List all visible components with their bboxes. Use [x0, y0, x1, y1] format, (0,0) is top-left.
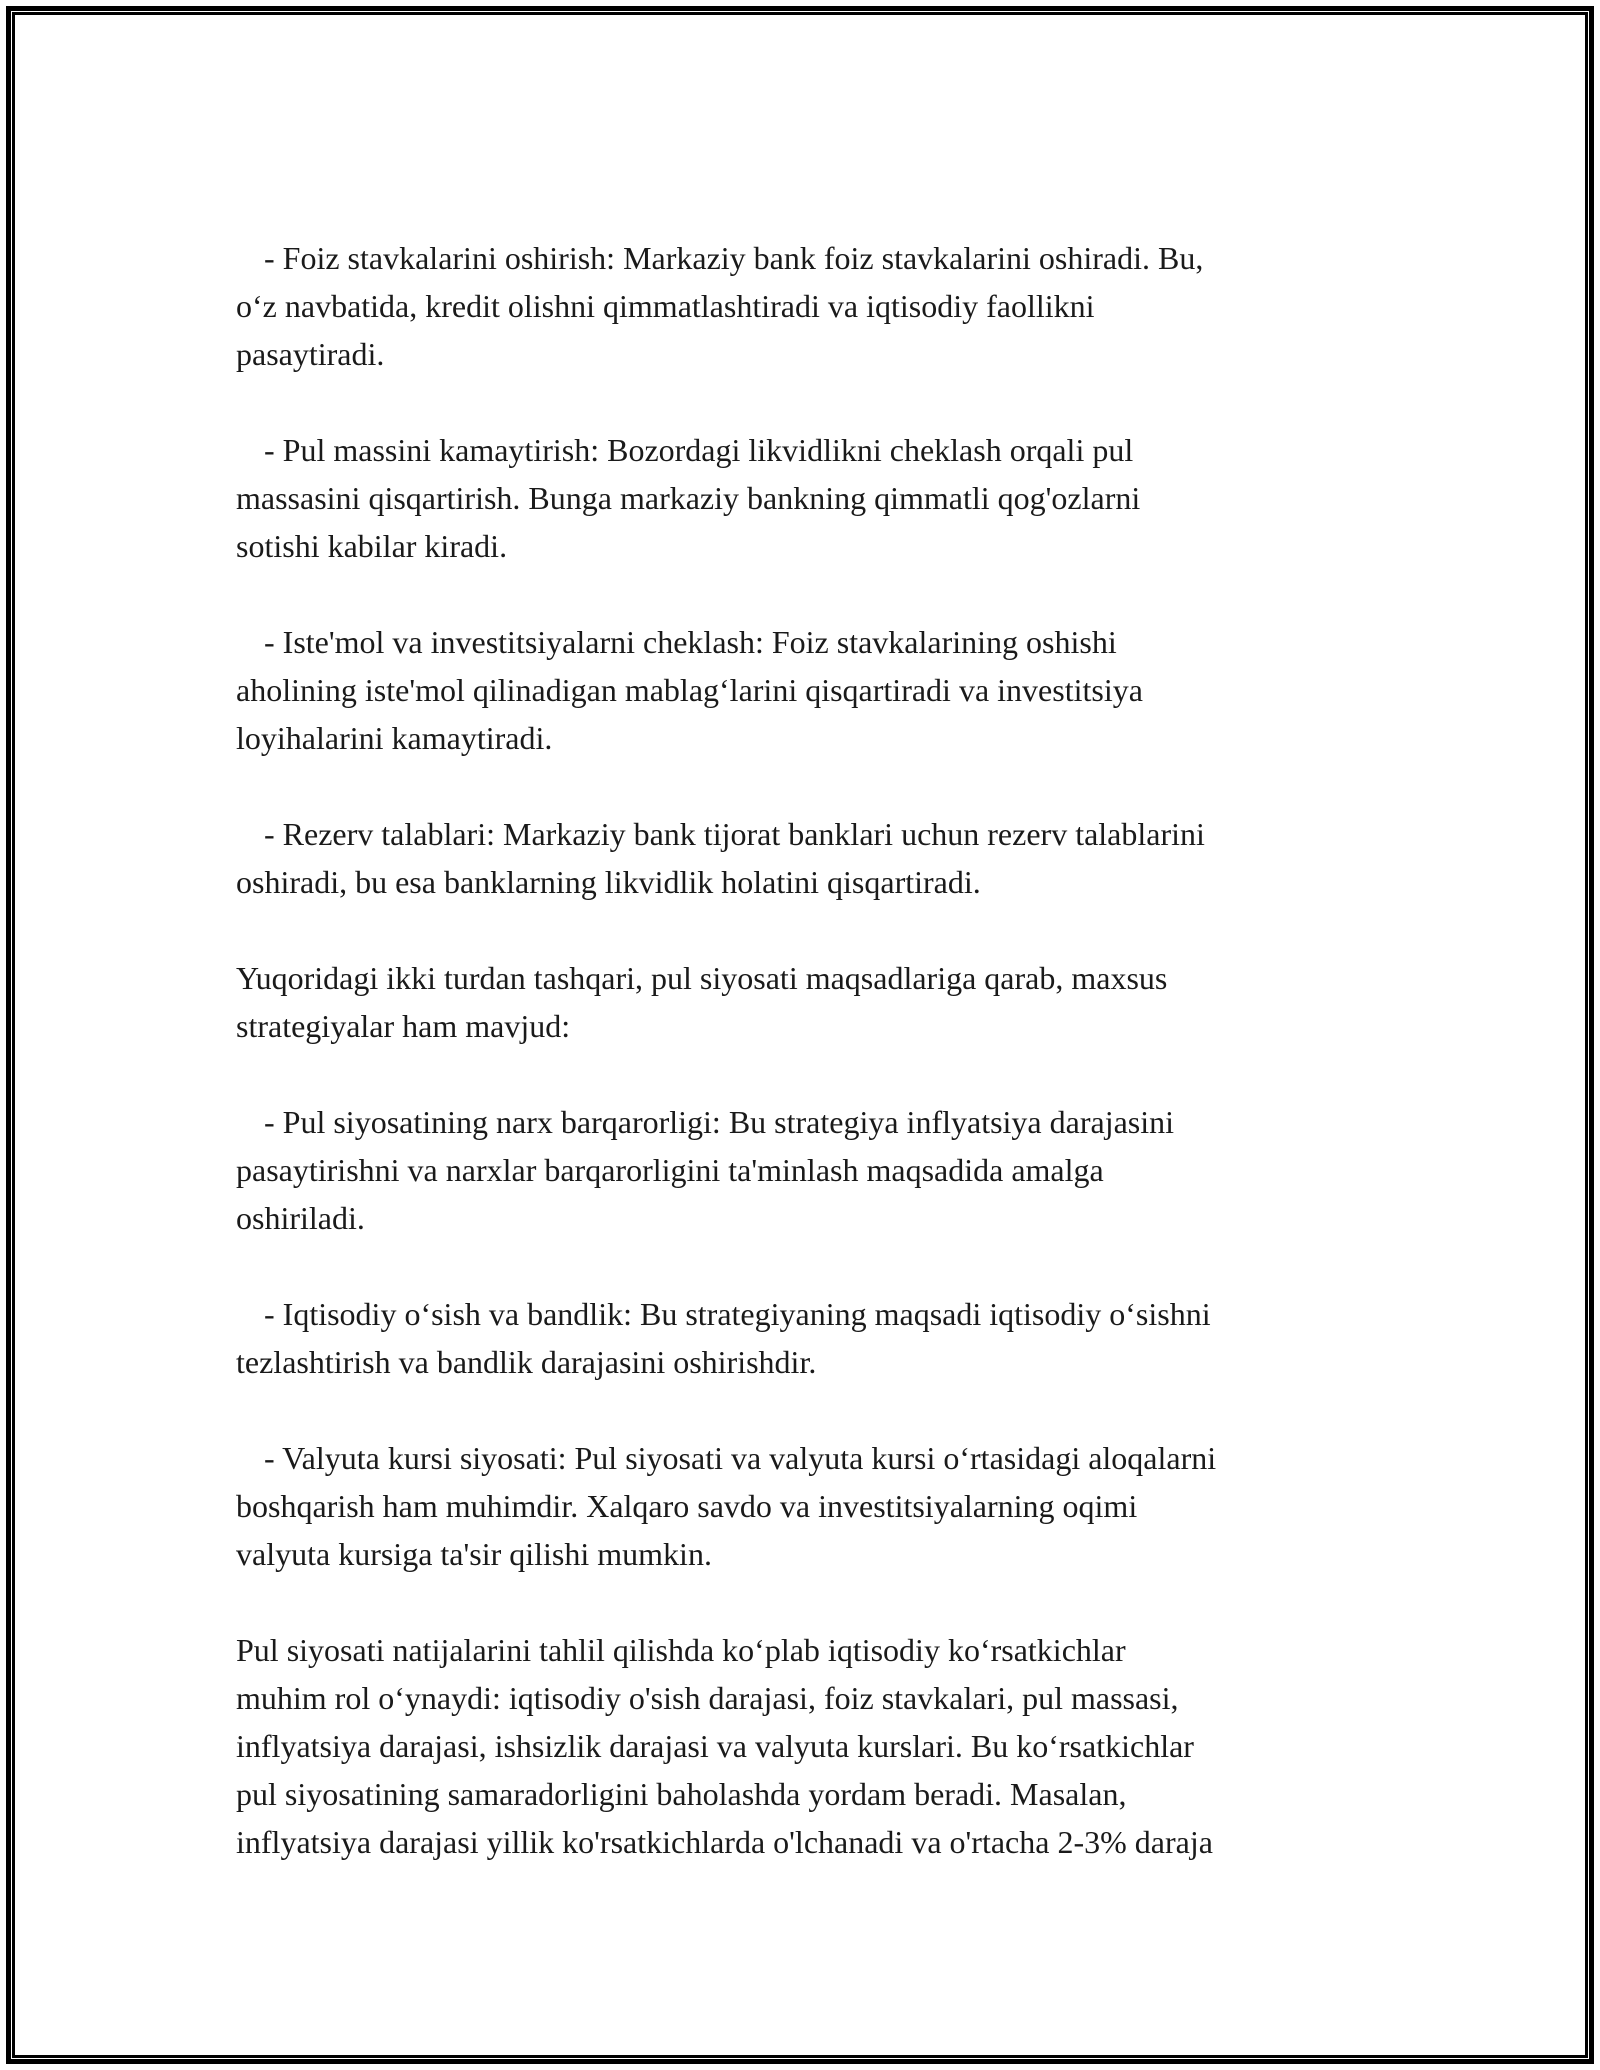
text-line — [236, 1626, 1416, 1674]
text-line — [236, 666, 1416, 714]
text-line-content: pul siyosatining samaradorligini baholashda yordam beradi. Masalan, — [236, 1776, 1127, 1812]
text-line-content: - Foiz stavkalarini oshirish: Markaziy bank foiz stavkalarini oshiradi. Bu, — [264, 240, 1204, 276]
paragraph — [236, 954, 1416, 1050]
text-line-content: tezlashtirish va bandlik darajasini oshirishdir. — [236, 1344, 817, 1380]
text-line — [236, 1674, 1416, 1722]
paragraph — [236, 1626, 1416, 1866]
text-line — [236, 618, 1416, 666]
paragraph — [236, 1290, 1416, 1386]
paragraph — [236, 1098, 1416, 1242]
text-line — [236, 1194, 1416, 1242]
text-line-content: loyihalarini kamaytiradi. — [236, 720, 553, 756]
text-line-content: massasini qisqartirish. Bunga markaziy bankning qimmatli qog'ozlarni — [236, 480, 1141, 516]
text-line-content: pasaytirishni va narxlar barqarorligini ta'minlash maqsadida amalga — [236, 1152, 1104, 1188]
text-line-content: - Pul massini kamaytirish: Bozordagi likvidlikni cheklash orqali pul — [264, 432, 1134, 468]
text-line-content: pasaytiradi. — [236, 336, 385, 372]
text-line-content: - Valyuta kursi siyosati: Pul siyosati va valyuta kursi o‘rtasidagi aloqalarni — [264, 1440, 1217, 1476]
text-line — [236, 234, 1416, 282]
text-line — [236, 282, 1416, 330]
paragraph — [236, 810, 1416, 906]
text-line-content: sotishi kabilar kiradi. — [236, 528, 508, 564]
paragraph — [236, 234, 1416, 378]
text-line — [236, 810, 1416, 858]
text-line-content: oshiradi, bu esa banklarning likvidlik holatini qisqartiradi. — [236, 864, 981, 900]
text-line-content: valyuta kursiga ta'sir qilishi mumkin. — [236, 1536, 712, 1572]
text-line — [236, 1002, 1416, 1050]
text-line-content: oshiriladi. — [236, 1200, 365, 1236]
paragraph — [236, 426, 1416, 570]
text-line — [236, 1530, 1416, 1578]
text-line — [236, 1770, 1416, 1818]
text-line-content: strategiyalar ham mavjud: — [236, 1008, 571, 1044]
text-line-content: inflyatsiya darajasi, ishsizlik darajasi va valyuta kurslari. Bu ko‘rsatkichlar — [236, 1728, 1194, 1764]
text-line-content: Yuqoridagi ikki turdan tashqari, pul siyosati maqsadlariga qarab, maxsus — [236, 960, 1168, 996]
text-line — [236, 522, 1416, 570]
text-line-content: - Iqtisodiy o‘sish va bandlik: Bu strategiyaning maqsadi iqtisodiy o‘sishni — [264, 1296, 1211, 1332]
text-line — [236, 1482, 1416, 1530]
text-line-content: o‘z navbatida, kredit olishni qimmatlashtiradi va iqtisodiy faollikni — [236, 288, 1095, 324]
text-line-content: - Rezerv talablari: Markaziy bank tijorat banklari uchun rezerv talablarini — [264, 816, 1205, 852]
text-line — [236, 1098, 1416, 1146]
text-line — [236, 1290, 1416, 1338]
text-line — [236, 330, 1416, 378]
text-line — [236, 1146, 1416, 1194]
document-body — [236, 234, 1416, 1866]
text-line-content: boshqarish ham muhimdir. Xalqaro savdo va investitsiyalarning oqimi — [236, 1488, 1138, 1524]
text-line — [236, 954, 1416, 1002]
text-line-content: inflyatsiya darajasi yillik ko'rsatkichlarda o'lchanadi va o'rtacha 2-3% daraja — [236, 1824, 1213, 1860]
paragraph — [236, 1434, 1416, 1578]
text-line-content: aholining iste'mol qilinadigan mablag‘larini qisqartiradi va investitsiya — [236, 672, 1143, 708]
text-line — [236, 714, 1416, 762]
text-line — [236, 474, 1416, 522]
text-line-content: - Iste'mol va investitsiyalarni cheklash: Foiz stavkalarining oshishi — [264, 624, 1117, 660]
text-line — [236, 1818, 1416, 1866]
text-line-content: - Pul siyosatining narx barqarorligi: Bu strategiya inflyatsiya darajasini — [264, 1104, 1175, 1140]
text-line — [236, 1722, 1416, 1770]
text-line — [236, 858, 1416, 906]
text-line — [236, 426, 1416, 474]
text-line — [236, 1338, 1416, 1386]
text-line-content: Pul siyosati natijalarini tahlil qilishda ko‘plab iqtisodiy ko‘rsatkichlar — [236, 1632, 1126, 1668]
paragraph — [236, 618, 1416, 762]
text-line — [236, 1434, 1416, 1482]
text-line-content: muhim rol o‘ynaydi: iqtisodiy o'sish darajasi, foiz stavkalari, pul massasi, — [236, 1680, 1179, 1716]
